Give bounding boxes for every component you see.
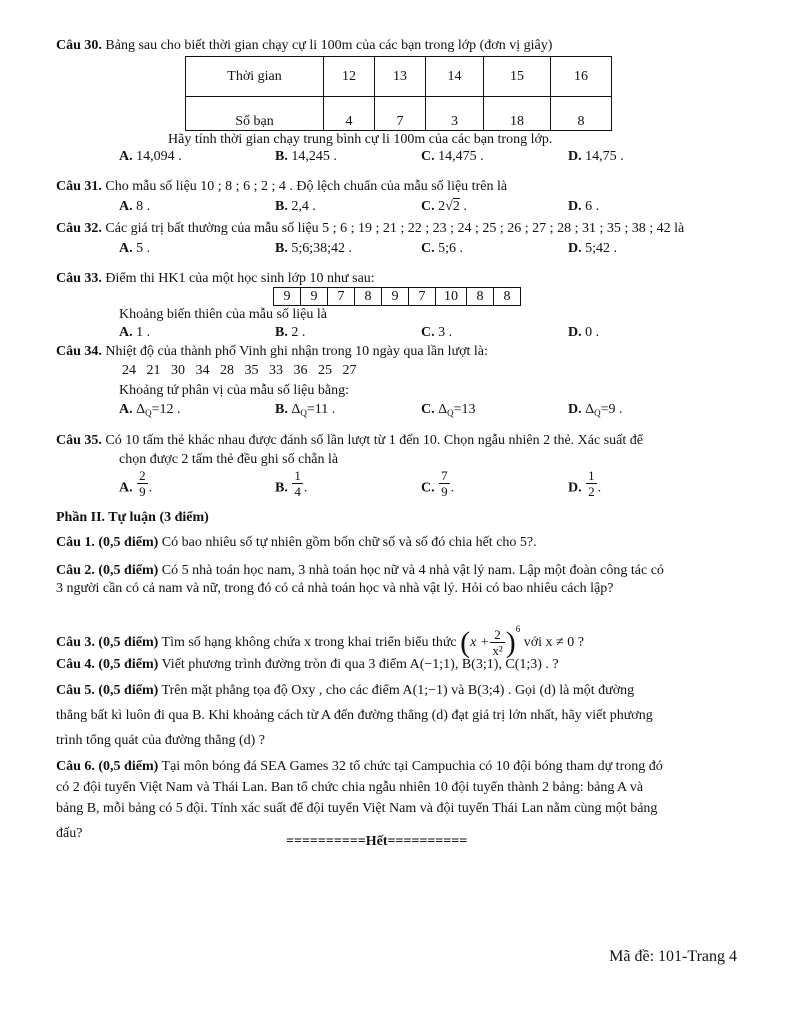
score-cell: 9 xyxy=(301,288,328,306)
option-d[interactable]: D. 5;42 . xyxy=(568,241,618,256)
option-c[interactable]: C. $\Delta_Q=13$ xyxy=(421,402,476,418)
question-text: Các giá trị bất thường của mẫu số liệu 5 ; 6 ; 19 ; 21 ; 22 ; 23 ; 24 ; 25 ; 26 ; 27 ; 28 ; 31 ; 35 ; 38 ; 42 là xyxy=(105,221,685,236)
option-c[interactable]: C. 14,475 . xyxy=(421,149,484,164)
question-text-cont: 3 người cần có cả nam và nữ, trong đó có cả nhà toán học và nhà vật lý. Hỏi có bao nhiêu cách lập? xyxy=(56,581,614,596)
question-label: Câu 4. (0,5 điểm) xyxy=(56,657,159,672)
question-ask: Khoảng tứ phân vị của mẫu số liệu bằng: xyxy=(119,383,349,398)
question-ask: Khoảng biến thiên của mẫu số liệu là xyxy=(119,307,327,322)
essay-question-6: Câu 6. (0,5 điểm) Tại môn bóng đá SEA Games 32 tổ chức tại Campuchia có 10 đội bóng tham dự trong đó có 2 đội tuyển Việt Nam và Thái Lan. Ban tổ chức chia ngẫu nhiên 10 đội tuyển thành 2 bảng: bảng A và bảng B, mỗi bảng có 5 đội. Tính xác suất để đội tuyển Việt Nam và đội tuyển Thái Lan nằm cùng một bảng đấu? xyxy=(56,759,663,841)
question-label: Câu 32. xyxy=(56,221,102,236)
answer-options xyxy=(119,468,759,499)
essay-question-1 xyxy=(56,534,537,552)
question-text-cont: chọn được 2 tấm thẻ đều ghi số chẵn là xyxy=(119,452,339,467)
question-text: Có 5 nhà toán học nam, 3 nhà toán học nữ và 4 nhà vật lý nam. Lập một đoàn công tác có xyxy=(161,563,664,578)
option-d[interactable]: D. 6 . xyxy=(568,199,600,214)
question-label: Câu 3. (0,5 điểm) xyxy=(56,635,159,650)
option-d[interactable]: D. 14,75 . xyxy=(568,149,624,164)
question-32 xyxy=(56,220,684,238)
essay-question-4 xyxy=(56,656,559,674)
question-label: Câu 5. (0,5 điểm) xyxy=(56,683,159,698)
answer-options xyxy=(119,324,759,342)
option-d[interactable]: D. $\Delta_Q=9$ . xyxy=(568,402,623,418)
table-header: Số bạn xyxy=(186,97,324,131)
option-b[interactable]: B. 5;6;38;42 . xyxy=(275,241,353,256)
option-d[interactable]: D. $\frac{1}{2}$ . xyxy=(568,468,602,499)
question-label: Câu 2. (0,5 điểm) xyxy=(56,563,159,578)
option-d[interactable]: D. 0 . xyxy=(568,325,600,340)
page-footer: Mã đề: 101-Trang 4 xyxy=(609,948,737,965)
question-30 xyxy=(56,37,552,55)
question-ask: Hãy tính thời gian chạy trung bình cự li 100m của các bạn trong lớp. xyxy=(168,132,553,147)
option-a[interactable]: A. $\Delta_Q=12$ . xyxy=(119,402,181,418)
table-cell: 16 xyxy=(551,57,612,97)
run-time-table xyxy=(185,56,612,131)
table-cell: 18 xyxy=(484,97,551,131)
essay-question-3: Câu 3. (0,5 điểm) Tìm số hạng không chứa x trong khai triển biểu thức (x + $\frac{2}{\text{x²}}$ )$^6$ với x ≠ 0 ? xyxy=(56,624,584,659)
score-cell: 8 xyxy=(494,288,521,306)
option-c[interactable]: C. $\frac{7}{9}$ . xyxy=(421,468,455,499)
option-b[interactable]: B. 2 . xyxy=(275,325,306,340)
question-text: Nhiệt độ của thành phố Vinh ghi nhận trong 10 ngày qua lần lượt là: xyxy=(105,344,488,359)
score-cell: 8 xyxy=(355,288,382,306)
question-label: Câu 6. (0,5 điểm) xyxy=(56,759,159,774)
question-text: Tìm số hạng không chứa x trong khai triển biểu thức xyxy=(161,635,457,650)
option-b[interactable]: B. 14,245 . xyxy=(275,149,337,164)
scores-table xyxy=(273,287,521,306)
table-cell: 15 xyxy=(484,57,551,97)
score-cell: 9 xyxy=(274,288,301,306)
table-cell: 3 xyxy=(426,97,484,131)
section-title: Phần II. Tự luận (3 điểm) xyxy=(56,510,209,525)
question-label: Câu 1. (0,5 điểm) xyxy=(56,535,159,550)
option-b[interactable]: B. 2,4 . xyxy=(275,199,316,214)
question-label: Câu 35. xyxy=(56,433,102,448)
question-label: Câu 34. xyxy=(56,344,102,359)
option-a[interactable]: A. $\frac{2}{9}$ . xyxy=(119,468,153,499)
question-text: Viết phương trình đường tròn đi qua 3 điểm A(−1;1), B(3;1), C(1;3) . ? xyxy=(161,657,559,672)
score-cell: 7 xyxy=(328,288,355,306)
question-34 xyxy=(56,343,488,361)
option-a[interactable]: A. 14,094 . xyxy=(119,149,182,164)
essay-question-5: Câu 5. (0,5 điểm) Trên mặt phẳng tọa độ Oxy , cho các điểm A(1;−1) và B(3;4) . Gọi (d) là một đường thẳng bất kì luôn đi qua B. Khi khoảng cách từ A đến đường thẳng (d) đạt giá trị lớn nhất, hãy viết phương trình tổng quát của đường thẳng (d) ? xyxy=(56,683,653,748)
answer-options xyxy=(119,240,759,258)
question-35 xyxy=(56,432,643,450)
answer-options xyxy=(119,401,759,419)
option-b[interactable]: B. $\frac{1}{4}$ . xyxy=(275,468,308,499)
question-text: Bảng sau cho biết thời gian chạy cự li 100m của các bạn trong lớp (đơn vị giây) xyxy=(105,38,553,53)
question-label: Câu 31. xyxy=(56,179,102,194)
option-a[interactable]: A. 8 . xyxy=(119,199,151,214)
table-header: Thời gian xyxy=(186,57,324,97)
sqrt-symbol: √ xyxy=(445,199,453,214)
question-text: Cho mẫu số liệu 10 ; 8 ; 6 ; 2 ; 4 . Độ lệch chuẩn của mẫu số liệu trên là xyxy=(105,179,508,194)
option-a[interactable]: A. 5 . xyxy=(119,241,151,256)
score-cell: 10 xyxy=(436,288,467,306)
temperature-data: 24 21 30 34 28 35 33 36 25 27 xyxy=(122,363,357,378)
answer-options xyxy=(119,148,759,166)
answer-options xyxy=(119,198,759,216)
table-cell: 14 xyxy=(426,57,484,97)
table-cell: 12 xyxy=(324,57,375,97)
question-text: Có bao nhiêu số tự nhiên gồm bốn chữ số và số đó chia hết cho 5?. xyxy=(161,535,537,550)
score-cell: 8 xyxy=(467,288,494,306)
question-33 xyxy=(56,270,375,288)
question-label: Câu 33. xyxy=(56,271,102,286)
table-cell: 7 xyxy=(375,97,426,131)
question-31 xyxy=(56,178,507,196)
table-cell: 13 xyxy=(375,57,426,97)
option-c[interactable]: C. 5;6 . xyxy=(421,241,464,256)
option-c[interactable]: C. 3 . xyxy=(421,325,453,340)
question-text: Có 10 tấm thẻ khác nhau được đánh số lần lượt từ 1 đến 10. Chọn ngẫu nhiên 2 thẻ. Xác suất để xyxy=(105,433,643,448)
end-marker: ==========Hết========== xyxy=(286,834,468,849)
question-label: Câu 30. xyxy=(56,38,102,53)
option-b[interactable]: B. $\Delta_Q=11$ . xyxy=(275,402,336,418)
essay-question-2 xyxy=(56,562,664,580)
table-cell: 4 xyxy=(324,97,375,131)
table-cell: 8 xyxy=(551,97,612,131)
question-text: Điểm thi HK1 của một học sinh lớp 10 như sau: xyxy=(105,271,375,286)
option-c[interactable]: C. 2√2 . xyxy=(421,199,467,214)
score-cell: 7 xyxy=(409,288,436,306)
option-a[interactable]: A. 1 . xyxy=(119,325,151,340)
score-cell: 9 xyxy=(382,288,409,306)
